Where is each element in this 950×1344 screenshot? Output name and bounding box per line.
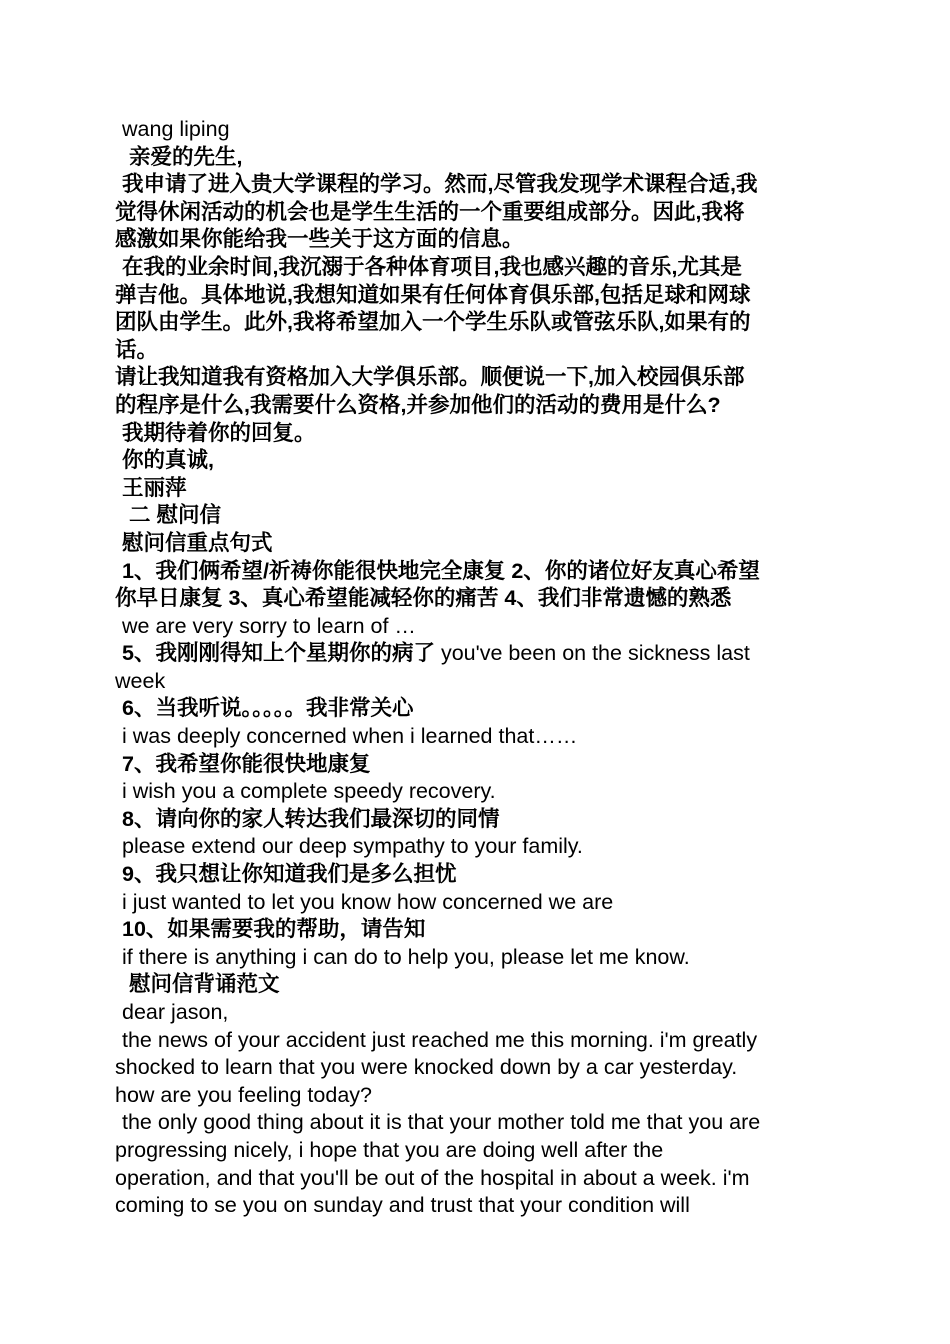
text-line: we are very sorry to learn of … — [122, 613, 416, 638]
text-line: 你的真诚, — [122, 448, 214, 473]
text-line: shocked to learn that you were knocked down by a car yesterday. — [115, 1055, 738, 1080]
text-line: the only good thing about it is that your mother told me that you are — [122, 1110, 761, 1135]
text-line: i wish you a complete speedy recovery. — [122, 779, 496, 804]
text-line: progressing nicely, i hope that you are doing well after the — [115, 1137, 664, 1162]
text-line: 1、我们俩希望/祈祷你能很快地完全康复 2、你的诸位好友真心希望 — [122, 558, 760, 583]
text-line: dear jason, — [122, 1000, 229, 1024]
text-line: 团队由学生。此外,我将希望加入一个学生乐队或管弦乐队,如果有的 — [115, 310, 751, 335]
text-line: 王丽萍 — [122, 475, 187, 500]
text-line: 弹吉他。具体地说,我想知道如果有任何体育俱乐部,包括足球和网球 — [115, 282, 751, 307]
text-line: 你早日康复 3、真心希望能减轻你的痛苦 4、我们非常遗憾的熟悉 — [115, 586, 732, 611]
text-line: i was deeply concerned when i learned that…… — [122, 724, 578, 749]
text-line: coming to se you on sunday and trust that your condition will — [115, 1193, 690, 1218]
text-line: how are you feeling today? — [115, 1082, 372, 1107]
text-line: 的程序是什么,我需要什么资格,并参加他们的活动的费用是什么? — [115, 392, 721, 417]
text-line: if there is anything i can do to help you, please let me know. — [122, 944, 690, 969]
text-line: 话。 — [115, 337, 159, 362]
text-line: 觉得休闲活动的机会也是学生生活的一个重要组成部分。因此,我将 — [115, 199, 745, 224]
text-line: 6、当我听说。。。。。我非常关心 — [122, 696, 414, 721]
text-line: 请让我知道我有资格加入大学俱乐部。顺便说一下,加入校园俱乐部 — [115, 365, 745, 390]
text-line: 慰问信背诵范文 — [129, 972, 280, 997]
text-line: week — [115, 668, 166, 693]
text-line-bold-part: 5、我刚刚得知上个星期你的病了 — [122, 641, 435, 666]
text-line: 8、请向你的家人转达我们最深切的同情 — [122, 806, 500, 831]
text-line: i just wanted to let you know how concerned we are — [122, 889, 614, 914]
text-line: please extend our deep sympathy to your family. — [122, 834, 583, 859]
text-line: 亲爱的先生, — [129, 144, 243, 169]
text-line: 9、我只想让你知道我们是多么担忧 — [122, 862, 457, 887]
text-line: 慰问信重点句式 — [122, 530, 273, 555]
text-line: 在我的业余时间,我沉溺于各种体育项目,我也感兴趣的音乐,尤其是 — [122, 254, 742, 279]
text-line: 我申请了进入贵大学课程的学习。然而,尽管我发现学术课程合适,我 — [122, 172, 758, 197]
text-line: the news of your accident just reached me this morning. i'm greatly — [122, 1027, 758, 1052]
text-line: wang liping — [122, 117, 230, 141]
text-line: 10、如果需要我的帮助，请告知 — [122, 917, 426, 942]
text-line: 7、我希望你能很快地康复 — [122, 751, 371, 776]
text-line: 二 慰问信 — [129, 503, 221, 528]
text-line-rest: you've been on the sickness last — [434, 641, 750, 666]
text-line: 感激如果你能给我一些关于这方面的信息。 — [115, 227, 524, 252]
text-line — [115, 640, 837, 668]
document-body — [115, 116, 837, 1220]
text-line: operation, and that you'll be out of the hospital in about a week. i'm — [115, 1165, 750, 1190]
text-line: 我期待着你的回复。 — [122, 420, 316, 445]
